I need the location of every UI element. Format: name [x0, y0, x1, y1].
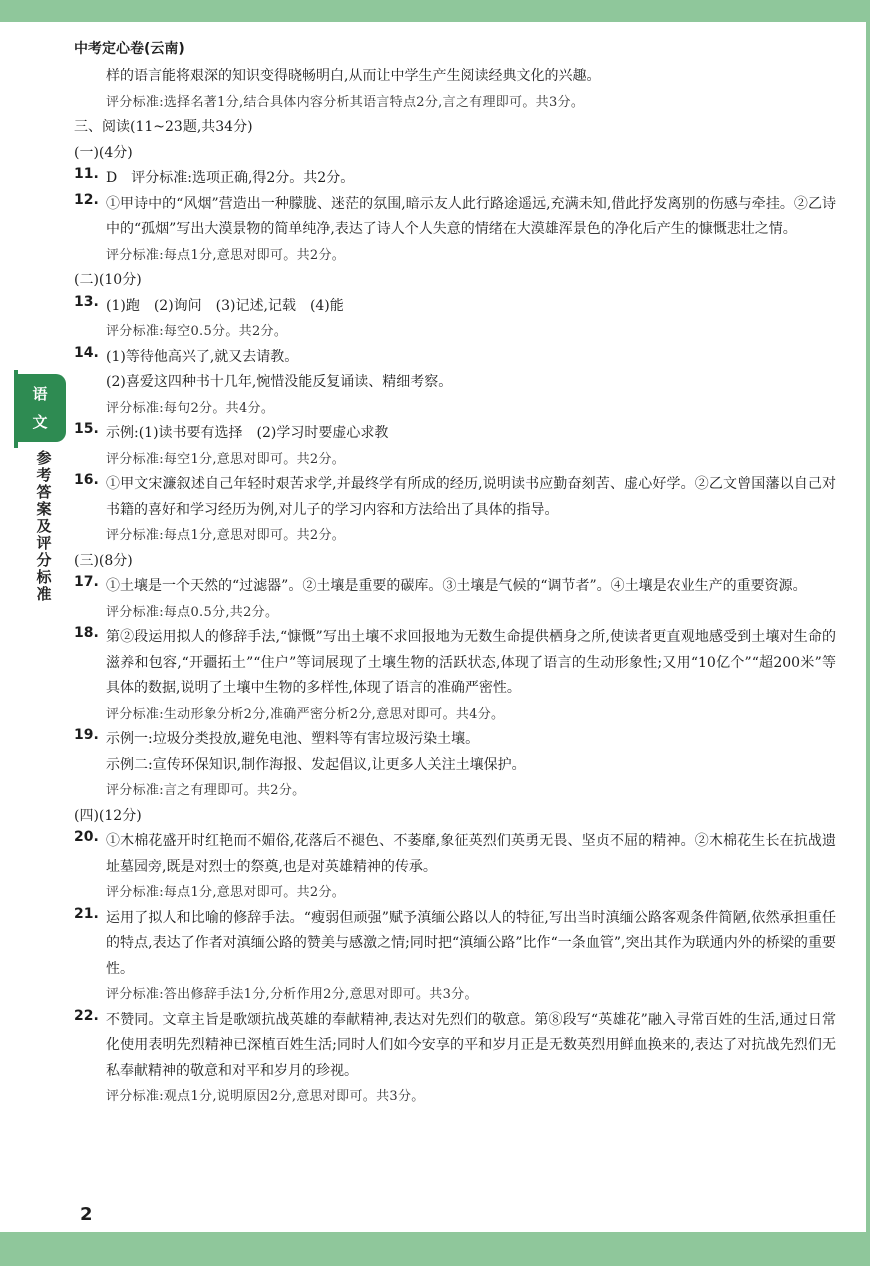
- side-label-char: 参: [36, 449, 52, 467]
- intro-line: 样的语言能将艰深的知识变得晓畅明白,从而让中学生产生阅读经典文化的兴趣。: [106, 68, 601, 84]
- answer-text: ①甲诗中的“风烟”营造出一种朦胧、迷茫的氛围,暗示友人此行路途遥远,充满未知,借此抒发离别的伤感与牵挂。②乙诗中的“孤烟”写出大漠景物的简单纯净,表达了诗人个人失意的情绪在大漠雄浑景色的净化后产生的慷慨悲壮之情。: [106, 195, 836, 237]
- side-label-char: 准: [36, 585, 52, 603]
- section-title: 三、阅读(11~23题,共34分): [74, 119, 253, 135]
- question-item: [74, 727, 836, 804]
- answer-text: 示例一:垃圾分类投放,避免电池、塑料等有害垃圾污染土壤。: [106, 731, 480, 747]
- side-label-char: 及: [36, 517, 52, 535]
- part-label: (三)(8分): [74, 552, 133, 569]
- answer-text: ①木棉花盛开时红艳而不媚俗,花落后不褪色、不萎靡,象征英烈们英勇无畏、坚贞不屈的精神。②木棉花生长在抗战遗址墓园旁,既是对烈士的祭奠,也是对英雄精神的传承。: [106, 833, 836, 875]
- scoring-standard: 评分标准:每空0.5分。共2分。: [106, 324, 288, 339]
- question-number: 20.: [74, 829, 99, 845]
- scoring-standard: 评分标准:每点0.5分,共2分。: [106, 604, 279, 620]
- question-item: [74, 421, 836, 472]
- scoring-standard: 评分标准:每点1分,意思对即可。共2分。: [106, 885, 346, 900]
- answer-content: [74, 64, 836, 1110]
- question-item: [74, 829, 836, 906]
- subject-tab-label: [22, 380, 58, 436]
- answer-text: ①土壤是一个天然的“过滤器”。②土壤是重要的碳库。③土壤是气候的“调节者”。④土壤是农业生产的重要资源。: [106, 578, 807, 594]
- scoring-standard: 评分标准:每句2分。共4分。: [106, 400, 275, 416]
- intro-scoring: 评分标准:选择名著1分,结合具体内容分析其语言特点2分,言之有理即可。共3分。: [106, 94, 585, 110]
- part-label: (四)(12分): [74, 807, 142, 824]
- question-item: [74, 294, 836, 345]
- question-number: 12.: [74, 191, 99, 208]
- question-item: [74, 625, 836, 727]
- subject-tab-char: 文: [32, 413, 48, 431]
- question-item: [74, 345, 836, 422]
- question-number: 17.: [74, 574, 99, 590]
- side-label-char: 考: [36, 466, 52, 484]
- question-number: 15.: [74, 421, 99, 437]
- side-label-char: 案: [36, 500, 52, 518]
- scoring-standard: 评分标准:答出修辞手法1分,分析作用2分,意思对即可。共3分。: [106, 987, 478, 1002]
- answer-parts: [74, 141, 836, 1110]
- scoring-standard: 评分标准:生动形象分析2分,准确严密分析2分,意思对即可。共4分。: [106, 706, 505, 722]
- question-number: 14.: [74, 344, 99, 361]
- question-number: 21.: [74, 905, 99, 922]
- side-label-char: 标: [36, 568, 52, 586]
- part-label: (一)(4分): [74, 144, 133, 161]
- scoring-standard: 评分标准:每点1分,意思对即可。共2分。: [106, 528, 346, 543]
- question-number: 11.: [74, 166, 99, 182]
- answer-text: 示例:(1)读书要有选择 (2)学习时要虚心求教: [106, 425, 389, 441]
- answer-text: ①甲文宋濂叙述自己年轻时艰苦求学,并最终学有所成的经历,说明读书应勤奋刻苦、虚心好学。②乙文曾国藩以自己对书籍的喜好和学习经历为例,对儿子的学习内容和方法给出了具体的指导。: [106, 476, 836, 518]
- side-label-char: 答: [36, 483, 52, 501]
- side-label-char: 评: [36, 534, 52, 552]
- answer-text: (1)等待他高兴了,就又去请教。: [106, 348, 299, 365]
- question-number: 18.: [74, 625, 99, 641]
- question-item: [74, 574, 836, 625]
- question-item: [74, 166, 836, 192]
- scoring-standard: 评分标准:观点1分,说明原因2分,意思对即可。共3分。: [106, 1089, 425, 1104]
- question-number: 19.: [74, 727, 99, 743]
- answer-text: (2)喜爱这四种书十几年,惋惜没能反复诵读、精细考察。: [106, 374, 453, 390]
- top-color-band: [0, 0, 870, 22]
- side-vertical-label: [34, 450, 54, 603]
- answer-text: 运用了拟人和比喻的修辞手法。“瘦弱但顽强”赋予滇缅公路以人的特征,写出当时滇缅公路客观条件简陋,依然承担重任的特点,表达了作者对滇缅公路的赞美与感激之情;同时把“滇缅公路”比作“一条血管”,突出其作为联通内外的桥梁的重要性。: [106, 909, 836, 977]
- question-item: [74, 1008, 836, 1110]
- question-item: [74, 192, 836, 269]
- scoring-standard: 评分标准:每空1分,意思对即可。共2分。: [106, 451, 346, 467]
- answer-text: 不赞同。文章主旨是歌颂抗战英雄的奉献精神,表达对先烈们的敬意。第⑧段写“英雄花”融入寻常百姓的生活,通过日常化使用表明先烈精神已深植百姓生活;同时人们如今安享的平和岁月正是无数英烈用鲜血换来的,表达了对抗战先烈们无私奉献精神的敬意和对平和岁月的珍视。: [106, 1011, 836, 1079]
- question-item: [74, 472, 836, 549]
- answer-text: D 评分标准:选项正确,得2分。共2分。: [106, 170, 355, 186]
- answer-text: 第②段运用拟人的修辞手法,“慷慨”写出土壤不求回报地为无数生命提供栖身之所,使读者更直观地感受到土壤对生命的滋养和包容,“开疆拓土”“住户”等词展现了土壤生物的活跃状态,体现了语言的生动形象性;又用“10亿个”“超200米”等具体的数据,说明了土壤中生物的多样性,体现了语言的准确严密性。: [106, 629, 836, 696]
- question-number: 16.: [74, 472, 99, 488]
- subject-tab-char: 语: [32, 385, 48, 403]
- right-color-band: [866, 0, 870, 1266]
- question-item: [74, 906, 836, 1008]
- answer-text: (1)跑 (2)询问 (3)记述,记载 (4)能: [106, 297, 344, 314]
- question-number: 22.: [74, 1007, 99, 1024]
- answer-text: 示例二:宣传环保知识,制作海报、发起倡议,让更多人关注土壤保护。: [106, 756, 526, 773]
- question-number: 13.: [74, 293, 99, 310]
- scoring-standard: 评分标准:言之有理即可。共2分。: [106, 783, 306, 798]
- side-label-char: 分: [36, 551, 52, 569]
- part-label: (二)(10分): [74, 272, 142, 288]
- page-header: 中考定心卷(云南): [74, 41, 185, 57]
- bottom-color-band: [0, 1232, 870, 1266]
- page-number: 2: [80, 1204, 93, 1225]
- scoring-standard: 评分标准:每点1分,意思对即可。共2分。: [106, 247, 346, 263]
